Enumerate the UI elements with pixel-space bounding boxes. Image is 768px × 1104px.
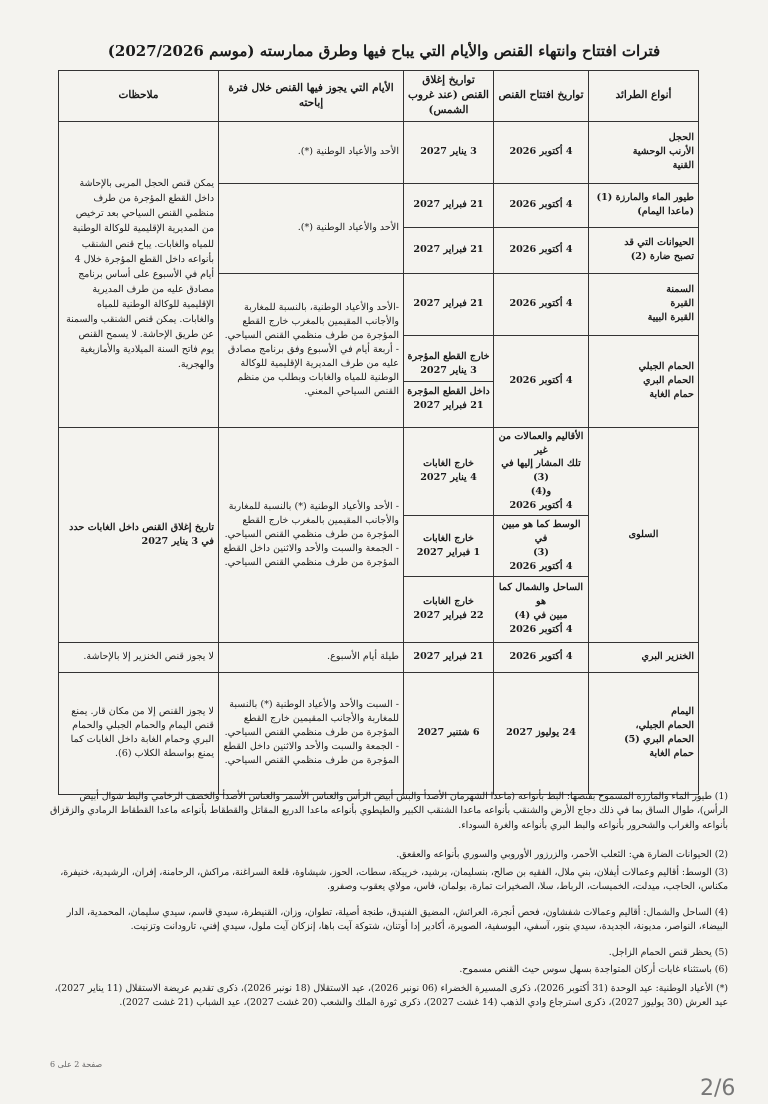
open-date-cell: 24 يوليوز 2027: [494, 672, 589, 794]
close-date-cell: 21 فبراير 2027: [404, 227, 494, 273]
close-date-cell: 21 فبراير 2027: [404, 273, 494, 335]
close-date-cell: 6 شتنبر 2027: [404, 672, 494, 794]
notes-cell: لا يجوز قنص الخنزير إلا بالإحاشة.: [59, 642, 219, 672]
document-title: فترات افتتاح وانتهاء القنص والأيام التي يباح فيها وطرق ممارسته (موسم 2027/2026): [107, 42, 661, 60]
allowed-days-cell: - الأحد والأعياد الوطنية (*) بالنسبة للمغاربة والأجانب المقيمين بالمغرب خارج القطع المؤجرة من طرف منظمي القنص السياحي. - الجمعة والسبت والأحد والاثنين داخل القطع المؤجرة من طرف منظمي القنص السياحي.: [219, 427, 404, 642]
allowed-days-cell: طيلة أيام الأسبوع.: [219, 642, 404, 672]
game-type-cell: الحجل الأرنب الوحشية القنية: [589, 121, 699, 183]
open-date-cell: 4 أكتوبر 2026: [494, 273, 589, 335]
open-date-cell: الساحل والشمال كما هو مبين في (4) 4 أكتوبر 2026: [494, 576, 589, 642]
table-row: [59, 672, 699, 794]
close-date-cell: 21 فبراير 2027: [404, 183, 494, 227]
table-row: [59, 121, 699, 183]
game-type-cell: السلوى: [589, 427, 699, 642]
notes-cell: يمكن قنص الحجل المربى بالإحاشة داخل القطع المؤجرة من طرف منظمي القنص السياحي بعد ترخيص من المديرية الإقليمية للوكالة الوطنية للمياه والغابات. يباح قنص الشنقب بأنواعه داخل القطع المؤجرة خلال 4 أيام في الأسبوع على أساس برنامج مصادق عليه من طرف المديرية الإقليمية للوكالة الوطنية للمياه والغابات. يمكن قنص الشنقب والسمنة عن طريق الإحاشة. لا يسمح القنص يوم فاتح السنة الميلادية والأمازيغية والهجرية.: [59, 121, 219, 427]
open-date-cell: الأقاليم والعمالات من غير تلك المشار إليها في (3) و(4) 4 أكتوبر 2026: [494, 427, 589, 515]
game-type-cell: الحيوانات التي قد تصبح ضارة (2): [589, 227, 699, 273]
allowed-days-cell: الأحد والأعياد الوطنية (*).: [219, 183, 404, 273]
notes-cell: تاريخ إغلاق القنص داخل الغابات حدد في 3 يناير 2027: [59, 427, 219, 642]
footnote-6: (6) باستثناء غابات أركان المتواجدة بسهل سوس حيث القنص مسموح.: [459, 964, 728, 975]
game-type-cell: الحمام الجبلي الحمام البري حمام الغابة: [589, 335, 699, 427]
game-type-cell: طيور الماء والمارزة (1) (ماعدا اليمام): [589, 183, 699, 227]
notes-cell: لا يجوز القنص إلا من مكان قار. يمنع قنص اليمام والحمام الجبلي والحمام البري وحمام الغابة داخل الغابات كما يمنع بواسطة الكلاب (6).: [59, 672, 219, 794]
footnote-4: (4) الساحل والشمال: أقاليم وعمالات شفشاون، فحص أنجرة، العرائش، المضيق الفنيدق، طنجة أصيلة، تطوان، وزان، القنيطرة، سيدي قاسم، سيدي سليمان، المحمدية، الدار البيضاء، النواصر، مديونة، الجديدة، سيدي بنور، آسفي، اليوسفية، الصويرة، أكادير إدا أوتنان، شتوكة آيت باها، إنزكان آيت ملول، سيدي إفني، تارودانت وتزنيت.: [66, 907, 728, 933]
hunting-seasons-table: [58, 70, 699, 795]
table-row: [59, 427, 699, 515]
close-date-cell: 21 فبراير 2027: [404, 642, 494, 672]
header-game-type: أنواع الطرائد: [589, 71, 699, 122]
open-date-cell: الوسط كما هو مبين في (3) 4 أكتوبر 2026: [494, 516, 589, 577]
close-date-cell: خارج الغابات 22 فبراير 2027: [404, 576, 494, 642]
close-date-cell: خارج الغابات 4 يناير 2027: [404, 427, 494, 515]
open-date-cell: 4 أكتوبر 2026: [494, 227, 589, 273]
footnote-1: (1) طيور الماء والمارزة المسموح بقنصها: البط بأنواعه (ماعدا الشهرمان الأصدأ والبش أبيض الرأس والعناس الأسمر والعناس الأصدأ والخضف الرخامي والبط شوال أبيض الرأس)، طوال الساق بما في ذلك دجاج الأرض والشنقب بأنواعه ماعدا الشنقب الكبير والطيطوي بأنواعه ماعدا الدريع المقاتل والقطقاط بأنواعه ماعدا القطقاط الرمادي والزقزاق بأنواعه والغراب والشحرور بأنواعه والبط البري بأنواعه والغرة السوداء.: [50, 791, 728, 831]
open-date-cell: 4 أكتوبر 2026: [494, 183, 589, 227]
game-type-cell: الخنزير البري: [589, 642, 699, 672]
open-date-cell: 4 أكتوبر 2026: [494, 121, 589, 183]
allowed-days-cell: - السبت والأحد والأعياد الوطنية (*) بالنسبة للمغاربة والأجانب المقيمين خارج القطع المؤجرة من طرف منظمي القنص السياحي. - الجمعة والسبت والأحد والاثنين داخل القطع المؤجرة من طرف منظمي القنص السياحي.: [219, 672, 404, 794]
close-date-cell: 3 يناير 2027: [404, 121, 494, 183]
allowed-days-cell: -الأحد والأعياد الوطنية، بالنسبة للمغاربة والأجانب المقيمين بالمغرب خارج القطع المؤجرة من طرف منظمي القنص السياحي. - أربعة أيام في الأسبوع وفق برنامج مصادق عليه من طرف المديرية الإقليمية للوكالة الوطنية للمياه والغابات وبطلب من منظم القنص السياحي المعني.: [219, 273, 404, 427]
header-allowed-days: الأيام التي يجوز فيها القنص خلال فترة إباحته: [219, 71, 404, 122]
close-date-cell: خارج الغابات 1 فبراير 2027: [404, 516, 494, 577]
open-date-cell: 4 أكتوبر 2026: [494, 335, 589, 427]
header-notes: ملاحظات: [59, 71, 219, 122]
footnote-2: (2) الحيوانات الضارة هي: الثعلب الأحمر، والزرزور الأوروبي والسوري بأنواعه والعقعق.: [396, 849, 728, 860]
game-type-cell: اليمام الحمام الجبلي، الحمام البري (5) حمام الغابة: [589, 672, 699, 794]
open-date-cell: 4 أكتوبر 2026: [494, 642, 589, 672]
table-row: [59, 642, 699, 672]
close-date-cell: خارج القطع المؤجرة 3 يناير 2027 داخل القطع المؤجرة 21 فبراير 2027: [404, 335, 494, 427]
handwritten-page-number: 2/6: [700, 1076, 736, 1101]
footnote-5: (5) يحظر قنص الحمام الزاجل.: [608, 947, 728, 958]
footnote-3: (3) الوسط: أقاليم وعمالات أيفلان، بني ملال، الفقيه بن صالح، بنسليمان، برشيد، خريبكة، سطات، الحوز، شيشاوة، قلعة السراغنة، مراكش، الرحامنة، إفران، الرشيدية، خنيفرة، مكناس، الحاجب، ميدلت، الخميسات، الرباط، سلا، الصخيرات تمارة، بولمان، فاس، مولاي يعقوب وصفرو.: [60, 867, 728, 893]
game-type-cell: السمنة القبرة القبرة البيية: [589, 273, 699, 335]
allowed-days-cell: الأحد والأعياد الوطنية (*).: [219, 121, 404, 183]
header-close-date: تواريخ إغلاق القنص (عند غروب الشمس): [404, 71, 494, 122]
footnote-holidays: (*) الأعياد الوطنية: عيد الوحدة (31 أكتوبر 2026)، ذكرى المسيرة الخضراء (06 نونبر 2026)، عيد الاستقلال (18 نونبر 2026)، ذكرى تقديم عريضة الاستقلال (11 يناير 2027)، عيد العرش (30 يوليوز 2027)، ذكرى استرجاع وادي الذهب (14 غشت 2027)، ذكرى ثورة الملك والشعب (20 غشت 2027)، عيد الشباب (21 غشت 2027).: [54, 983, 728, 1009]
header-open-date: تواريخ افتتاح القنص: [494, 71, 589, 122]
table-header-row: [59, 71, 699, 122]
page-number: صفحة 2 على 6: [50, 1060, 103, 1069]
